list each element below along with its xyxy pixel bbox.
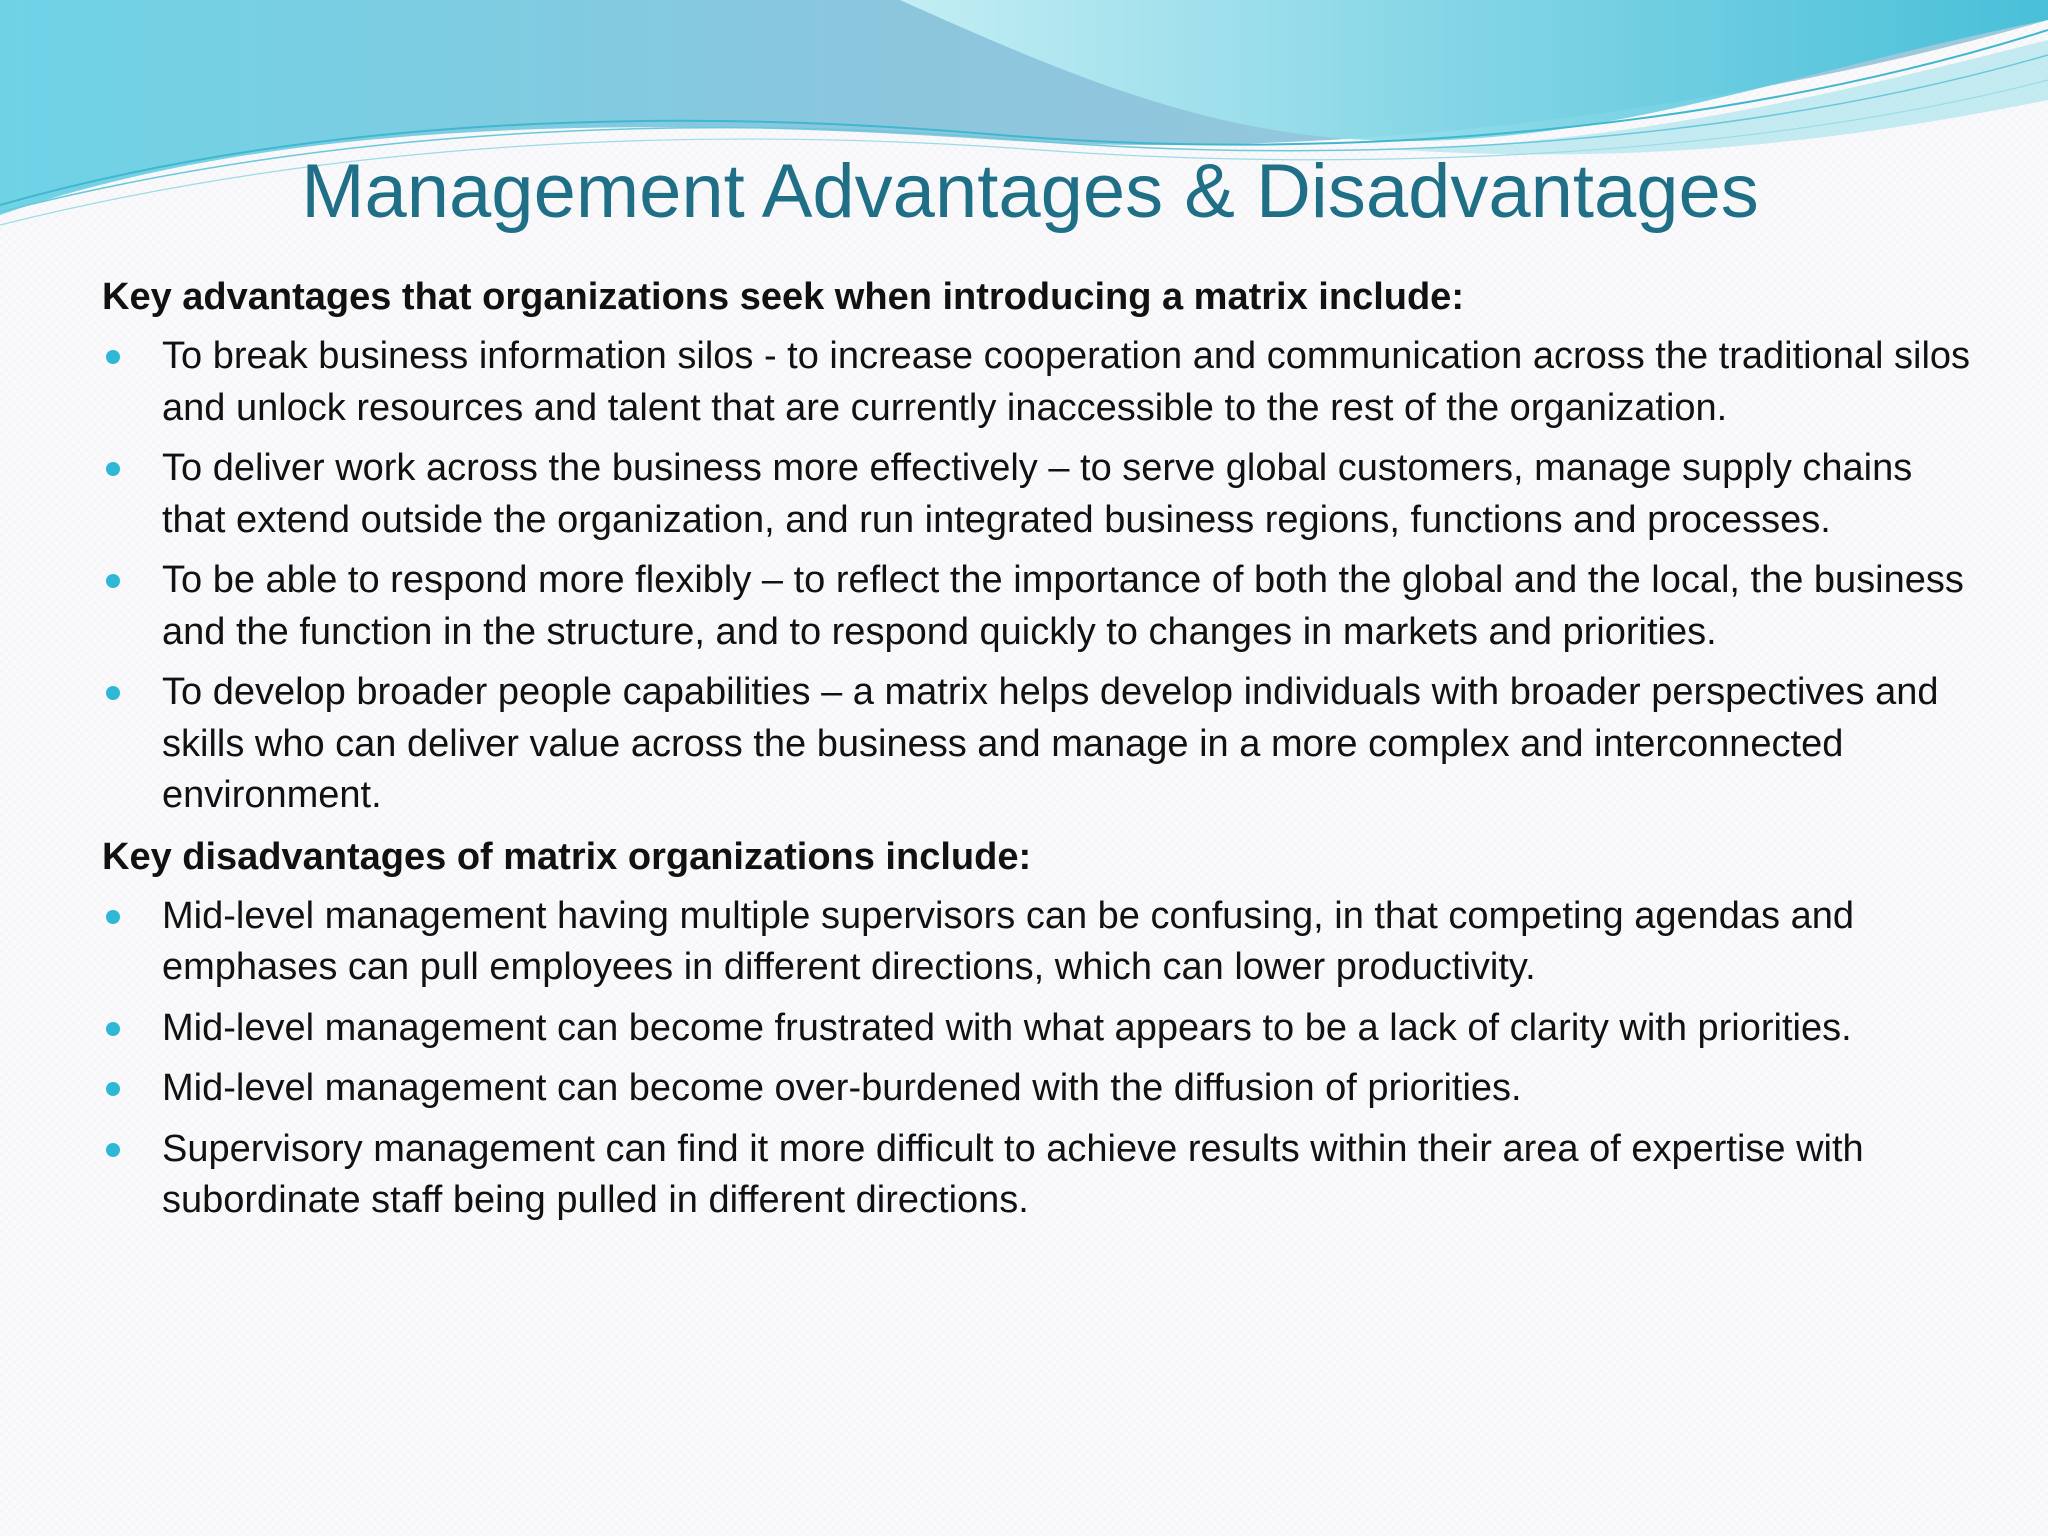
disadvantages-section (102, 831, 1982, 1227)
bullet-text: To be able to respond more flexibly – to reflect the importance of both the global and the local, the business and the function in the structure, and to respond quickly to changes in markets and priorities. (162, 559, 1964, 653)
advantages-section (102, 271, 1982, 822)
list-item (102, 1124, 1982, 1227)
bullet-icon (106, 462, 120, 476)
list-item (102, 1003, 1982, 1055)
bullet-icon (106, 574, 120, 588)
advantages-heading: Key advantages that organizations seek when introducing a matrix include: (102, 276, 1464, 318)
bullet-icon (106, 1022, 120, 1036)
list-item (102, 443, 1982, 546)
disadvantages-heading: Key disadvantages of matrix organizations include: (102, 835, 1032, 878)
bullet-icon (106, 1143, 120, 1157)
list-item (102, 331, 1982, 434)
bullet-icon (106, 686, 120, 700)
disadvantages-list (102, 891, 1982, 1227)
bullet-text: Mid-level management having multiple supervisors can be confusing, in that competing agendas and emphases can pull employees in different directions, which can lower productivity. (162, 894, 1854, 988)
bullet-text: To deliver work across the business more effectively – to serve global customers, manage supply chains that extend outside the organization, and run integrated business regions, functions and processes. (162, 447, 1913, 541)
bullet-icon (106, 910, 120, 924)
bullet-text: Supervisory management can find it more difficult to achieve results within their area of expertise with subordinate staff being pulled in different directions. (162, 1127, 1864, 1221)
list-item (102, 667, 1982, 822)
bullet-text: Mid-level management can become over-burdened with the diffusion of priorities. (162, 1067, 1522, 1109)
slide-content (102, 271, 1982, 1236)
bullet-icon (106, 1082, 120, 1096)
bullet-text: To break business information silos - to increase cooperation and communication across the traditional silos and unlock resources and talent that are currently inaccessible to the rest of the organization. (162, 335, 1971, 429)
list-item (102, 1063, 1982, 1115)
advantages-list (102, 331, 1982, 822)
list-item (102, 555, 1982, 658)
bullet-icon (106, 350, 120, 364)
list-item (102, 891, 1982, 994)
slide-title: Management Advantages & Disadvantages (301, 149, 1759, 234)
bullet-text: Mid-level management can become frustrated with what appears to be a lack of clarity with priorities. (162, 1006, 1852, 1049)
bullet-text: To develop broader people capabilities – a matrix helps develop individuals with broader perspectives and skills who can deliver value across the business and manage in a more complex and interconnected environment. (162, 671, 1939, 816)
